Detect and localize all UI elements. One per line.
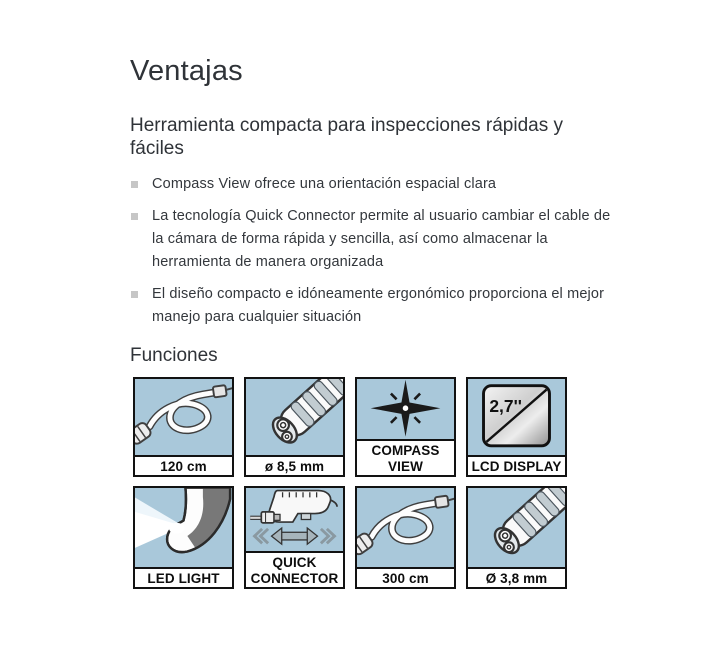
lcd-display-icon xyxy=(468,379,565,455)
advantage-item-1 xyxy=(130,173,624,196)
advantage-item-3 xyxy=(130,283,624,329)
feature-label xyxy=(246,551,343,587)
advantage-text: El diseño compacto e idóneamente ergonómico proporciona el mejor manejo para cualquier situación xyxy=(152,286,605,325)
feature-tile-camera-3-8 xyxy=(466,486,567,589)
feature-label-line: LED LIGHT xyxy=(147,570,220,586)
feature-label-line: QUICK xyxy=(272,555,317,570)
bullet-square-icon xyxy=(131,213,138,220)
advantages-title: Ventajas xyxy=(130,55,243,87)
camera-head-icon xyxy=(468,488,565,567)
feature-label-line: COMPASS xyxy=(371,443,440,458)
feature-label-line: 300 cm xyxy=(382,570,429,586)
feature-label xyxy=(357,439,454,475)
feature-tile-cable-300 xyxy=(355,486,456,589)
svg-text:2,7'': 2,7'' xyxy=(489,395,522,416)
feature-tile-quick-connector xyxy=(244,486,345,589)
feature-label-line: Ø 3,8 mm xyxy=(485,570,548,586)
feature-tile-led-light xyxy=(133,486,234,589)
feature-label-line: LCD DISPLAY xyxy=(471,458,562,474)
bullet-square-icon xyxy=(131,181,138,188)
feature-tile-camera-8-5 xyxy=(244,377,345,477)
cable-icon xyxy=(357,488,454,567)
quick-connector-icon xyxy=(246,488,343,551)
feature-tile-cable-120 xyxy=(133,377,234,477)
feature-tile-lcd-display xyxy=(466,377,567,477)
feature-label xyxy=(468,567,565,588)
feature-label-line: CONNECTOR xyxy=(250,570,339,586)
advantage-item-2 xyxy=(130,205,624,274)
feature-label xyxy=(246,455,343,476)
feature-label-line: VIEW xyxy=(388,458,423,474)
compass-icon xyxy=(357,379,454,439)
feature-label xyxy=(468,455,565,476)
advantages-subtitle: Herramienta compacta para inspecciones rápidas y fáciles xyxy=(130,115,563,159)
feature-label xyxy=(135,567,232,588)
functions-grid xyxy=(133,377,640,589)
content-column xyxy=(130,0,640,589)
functions-title: Funciones xyxy=(130,345,218,366)
cable-icon xyxy=(135,379,232,455)
advantages-list xyxy=(130,173,624,329)
feature-label xyxy=(135,455,232,476)
feature-label-line: ø 8,5 mm xyxy=(264,458,325,474)
advantage-text: Compass View ofrece una orientación espacial clara xyxy=(152,176,497,192)
feature-label xyxy=(357,567,454,588)
advantage-text: La tecnología Quick Connector permite al usuario cambiar el cable de la cámara de forma rápida y sencilla, así como almacenar la herramienta de manera organizada xyxy=(152,208,611,270)
led-light-icon xyxy=(135,488,232,567)
bullet-square-icon xyxy=(131,291,138,298)
feature-tile-compass-view xyxy=(355,377,456,477)
camera-head-icon xyxy=(246,379,343,455)
feature-label-line: 120 cm xyxy=(160,458,207,474)
